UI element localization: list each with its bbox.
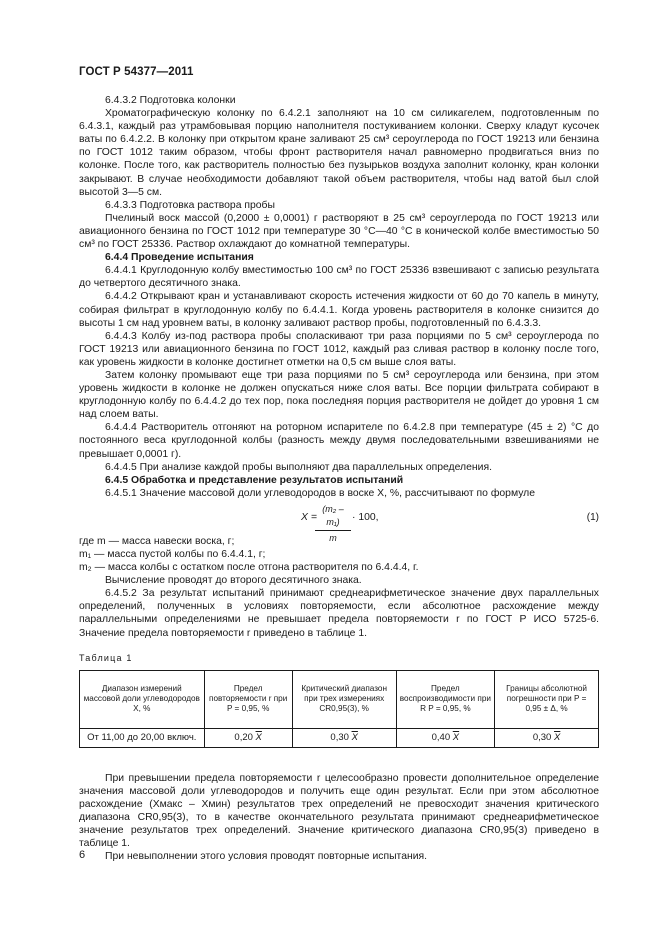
formula-rhs: · 100, [352, 511, 379, 523]
heading-6433: 6.4.3.3 Подготовка раствора пробы [105, 199, 275, 211]
definition-m: где m — масса навески воска, г; [79, 535, 235, 547]
paragraph-6451: 6.4.5.1 Значение массовой доли углеводородов в воске X, %, рассчитывают по формуле [105, 487, 536, 499]
paragraph-6432: Хроматографическую колонку по 6.4.2.1 заполняют на 10 см силикагелем, подготовленным по 6.4.3.1, каждый раз утрамбовывая порцию наполнителя постукиванием колонки. Сверху кладут кусочек ваты по 6.4.2.2. В колонку при открытом кране заливают 25 см³ сероуглерода по ГОСТ 19213 или бензина по ГОСТ 1012 таким образом, чтобы фронт растворителя начал равномерно продвигаться вниз по колонке. После того, как растворитель полностью без пузырьков воздуха заполнит колонку, кран колонки закрывают. В случае необходимости добавляют такой объем растворителя, чтобы над ватой был слой высотой 3—5 см. [79, 108, 599, 198]
formula-numerator: (m₂ – m₁) [315, 503, 351, 531]
formula-number: (1) [586, 511, 599, 523]
formula-denominator: m [329, 533, 337, 544]
table-caption: Таблица 1 [79, 652, 133, 663]
table-cell-error-bounds: 0,30 $\overline{X}$ [495, 728, 599, 747]
table-header-range: Диапазон измерений массовой доли углеводородов X, % [80, 670, 205, 728]
heading-6432: 6.4.3.2 Подготовка колонки [105, 95, 236, 106]
table-cell-critical-range: 0,30 $\overline{X}$ [292, 728, 396, 747]
formula-fraction [315, 503, 351, 545]
paragraph-6433: Пчелиный воск массой (0,2000 ± 0,0001) г растворяют в 25 см³ сероуглерода по ГОСТ 19213 или авиационного бензина по ГОСТ 1012 при температуре 30 °С—40 °С в конической колбе вместимостью 50 см³ по ГОСТ 25336. Раствор охлаждают до комнатной температуры. [79, 212, 599, 251]
table-header-repeatability: Предел повторяемости r при P = 0,95, % [204, 670, 292, 728]
table-cell-reproducibility: 0,40 $\overline{X}$ [396, 728, 495, 747]
heading-645: 6.4.5 Обработка и представление результатов испытаний [105, 474, 404, 486]
table-header-reproducibility: Предел воспроизводимости при R P = 0,95, % [396, 670, 495, 728]
paragraph-6443-cont: Затем колонку промывают еще три раза порциями по 5 см³ сероуглерода или бензина, при этом уровень жидкости в колонке не должен опускаться ниже слоя ваты. Все порции фильтрата собирают в круглодонную колбу по 6.4.4.2 до тех пор, пока последняя порция растворителя не дойдет до уровня 1 см над слоем ваты. [79, 369, 599, 421]
heading-644: 6.4.4 Проведение испытания [105, 252, 254, 264]
paragraph-6445: 6.4.4.5 При анализе каждой пробы выполняют два параллельных определения. [105, 461, 492, 473]
paragraph-after-table: При превышении предела повторяемости r целесообразно провести дополнительное определение значения массовой доли углеводородов и получить еще один результат. Если при этом абсолютное расхождение (Xмакс – Xмин) результатов трех определений не превосходит значения критического диапазона CR0,95(3), то в качестве окончательного результата принимают среднеарифметическое значение результатов трех определений. Значение критического диапазона CR0,95(3) приведено в таблице 1. [79, 772, 599, 850]
calc-note: Вычисление проводят до второго десятичного знака. [105, 575, 362, 587]
document-body [79, 94, 599, 863]
paragraph-6443: 6.4.4.3 Колбу из-под раствора пробы споласкивают три раза порциями по 5 см³ сероуглерода по ГОСТ 19213 или авиационного бензина по ГОСТ 1012, каждый раз сливая раствор в колонку после того, как уровень жидкости в колонке достигнет отметки на 0,5 см выше слоя ваты. [79, 330, 599, 368]
paragraph-6444: 6.4.4.4 Растворитель отгоняют на роторном испарителе по 6.4.2.8 при температуре (45 ± 2) °С до постоянного веса круглодонной колбы (разность между двумя последовательными взвешиваниями не превышает 0,0001 г). [79, 422, 599, 460]
table-cell-range: От 11,00 до 20,00 включ. [80, 728, 205, 747]
table-header-row [80, 670, 599, 728]
paragraph-6441: 6.4.4.1 Круглодонную колбу вместимостью 100 см³ по ГОСТ 25336 взвешивают с записью результата до четвертого десятичного знака. [79, 265, 599, 290]
table-header-critical-range: Критический диапазон при трех измерениях CR0,95(3), % [292, 670, 396, 728]
paragraph-6452: 6.4.5.2 За результат испытаний принимают среднеарифметическое значение двух параллельных определений, полученных в условиях повторяемости, если абсолютное расхождение между параллельными определениями не превышает предела повторяемости r по ГОСТ Р ИСО 5725-6. Значение предела повторяемости r приведено в таблице 1. [79, 588, 599, 639]
table-cell-repeatability: 0,20 $\overline{X}$ [204, 728, 292, 747]
table-header-error-bounds: Границы абсолютной погрешности при P = 0,95 ± Δ, % [495, 670, 599, 728]
paragraph-repeat-tests: При невыполнении этого условия проводят повторные испытания. [105, 851, 428, 863]
paragraph-6442: 6.4.4.2 Открывают кран и устанавливают скорость истечения жидкости от 60 до 70 капель в минуту, собирая фильтрат в круглодонную колбу по 6.4.4.1. Когда уровень растворителя в колонке снизится до высоты 1 см над уровнем ваты, в колонку заливают раствор пробы, подготовленный по 6.4.3.3. [79, 291, 599, 329]
formula-lhs: X = [301, 511, 317, 523]
table-row [80, 728, 599, 747]
page-number: 6 [79, 849, 86, 861]
table-1 [79, 670, 599, 748]
definition-m2: m₂ — масса колбы с остатком после отгона растворителя по 6.4.4.4, г. [79, 562, 419, 574]
document-header: ГОСТ Р 54377—2011 [79, 66, 194, 78]
definition-m1: m₁ — масса пустой колбы по 6.4.4.1, г; [79, 549, 266, 560]
